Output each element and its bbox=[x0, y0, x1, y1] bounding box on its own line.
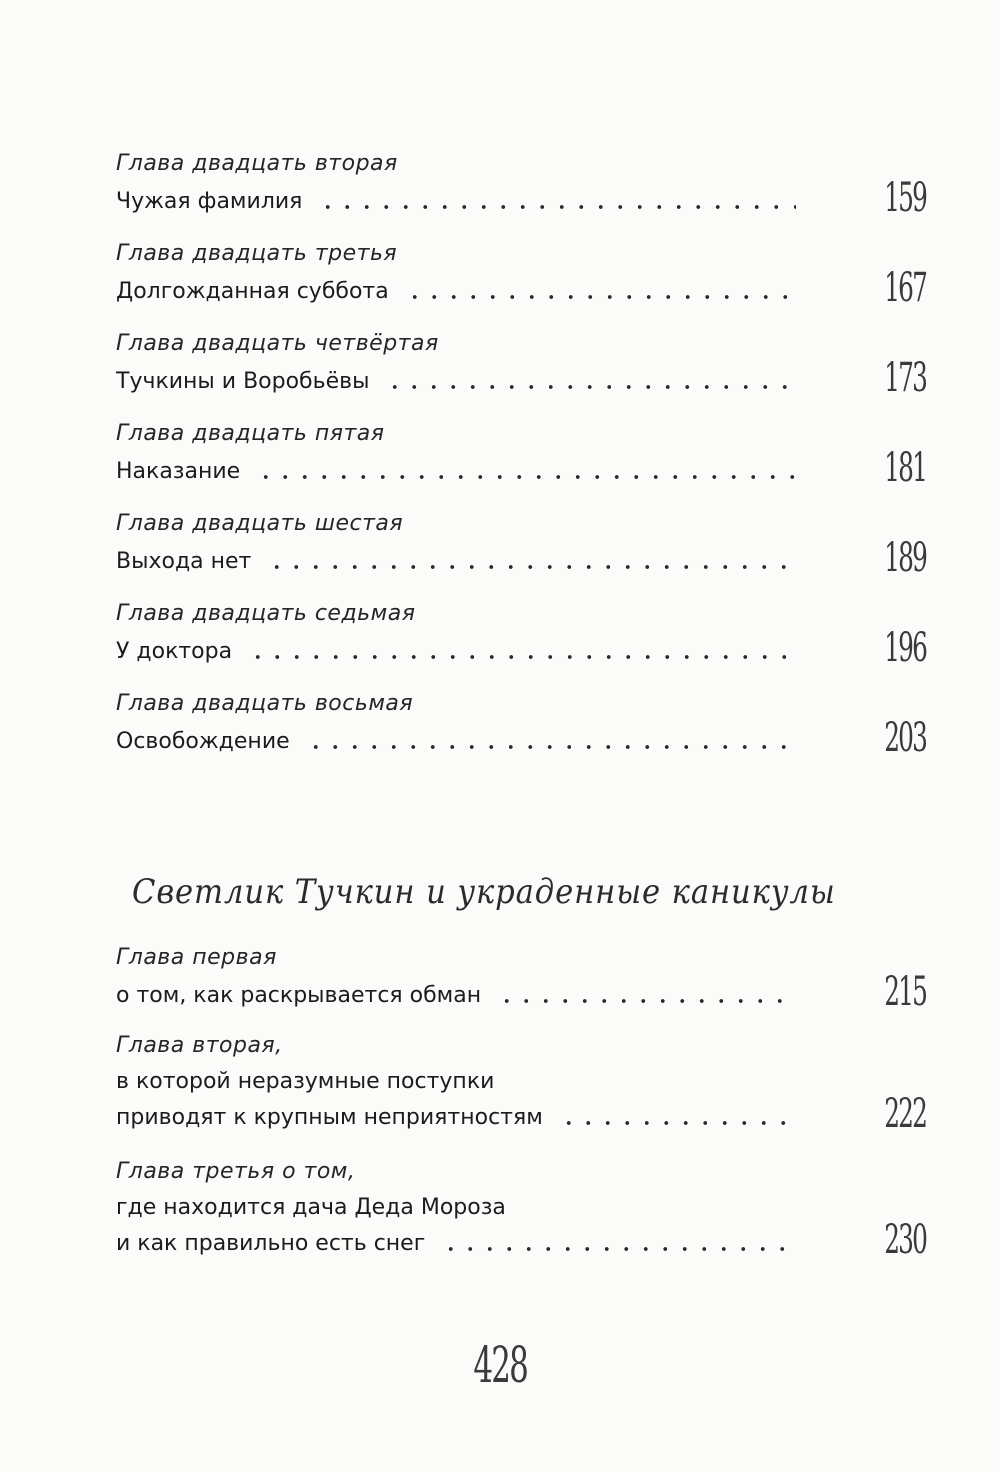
chapter-label: Глава третья о том, bbox=[116, 1159, 356, 1184]
chapter-title: Чужая фамилия bbox=[116, 189, 303, 214]
leader-dots bbox=[256, 474, 796, 480]
page-ref: 230 bbox=[884, 1217, 926, 1263]
chapter-label: Глава вторая, bbox=[116, 1033, 283, 1058]
leader-dots bbox=[559, 1120, 796, 1126]
leader-dots bbox=[405, 294, 796, 300]
toc-entry[interactable] bbox=[116, 1158, 926, 1263]
leader-dots bbox=[318, 204, 796, 210]
toc-entry[interactable] bbox=[116, 944, 926, 1015]
page-ref: 167 bbox=[884, 265, 926, 311]
chapter-title: Тучкины и Воробьёвы bbox=[116, 369, 370, 394]
chapter-label: Глава двадцать седьмая bbox=[116, 601, 416, 626]
chapter-title: о том, как раскрывается обман bbox=[116, 983, 482, 1008]
page-ref: 159 bbox=[884, 175, 926, 221]
toc-entry[interactable] bbox=[116, 690, 926, 761]
leader-dots bbox=[306, 744, 796, 750]
chapter-title: Освобождение bbox=[116, 729, 290, 754]
toc-entry[interactable] bbox=[116, 330, 926, 401]
section-heading: Светлик Тучкин и украденные каникулы bbox=[132, 872, 836, 912]
chapter-title: Долгожданная суббота bbox=[116, 279, 389, 304]
chapter-title: приводят к крупным неприятностям bbox=[116, 1105, 543, 1130]
page-ref: 203 bbox=[884, 715, 926, 761]
toc-entry[interactable] bbox=[116, 510, 926, 581]
page-number-text: 428 bbox=[473, 1336, 527, 1394]
page-ref: 189 bbox=[884, 535, 926, 581]
chapter-label: Глава первая bbox=[116, 945, 277, 970]
leader-dots bbox=[497, 998, 796, 1004]
page-ref: 181 bbox=[884, 445, 926, 491]
page-number bbox=[0, 1336, 1000, 1394]
toc-entry[interactable] bbox=[116, 600, 926, 671]
chapter-title-line: где находится дача Деда Мороза bbox=[116, 1195, 506, 1220]
toc-entry[interactable] bbox=[116, 420, 926, 491]
chapter-label: Глава двадцать восьмая bbox=[116, 691, 414, 716]
chapter-label: Глава двадцать вторая bbox=[116, 151, 398, 176]
page-ref: 173 bbox=[884, 355, 926, 401]
toc-entry[interactable] bbox=[116, 150, 926, 221]
leader-dots bbox=[441, 1246, 796, 1252]
chapter-title-line: в которой неразумные поступки bbox=[116, 1069, 495, 1094]
chapter-title: и как правильно есть снег bbox=[116, 1231, 426, 1256]
chapter-label: Глава двадцать четвёртая bbox=[116, 331, 439, 356]
toc-entry[interactable] bbox=[116, 240, 926, 311]
page-ref: 196 bbox=[884, 625, 926, 671]
chapter-label: Глава двадцать пятая bbox=[116, 421, 385, 446]
leader-dots bbox=[385, 384, 796, 390]
chapter-title: Выхода нет bbox=[116, 549, 252, 574]
leader-dots bbox=[267, 564, 796, 570]
page-ref: 215 bbox=[884, 969, 926, 1015]
chapter-title: У доктора bbox=[116, 639, 233, 664]
page-ref: 222 bbox=[884, 1091, 926, 1137]
toc-entry[interactable] bbox=[116, 1032, 926, 1137]
chapter-label: Глава двадцать шестая bbox=[116, 511, 404, 536]
chapter-title: Наказание bbox=[116, 459, 241, 484]
leader-dots bbox=[248, 654, 796, 660]
chapter-label: Глава двадцать третья bbox=[116, 241, 398, 266]
